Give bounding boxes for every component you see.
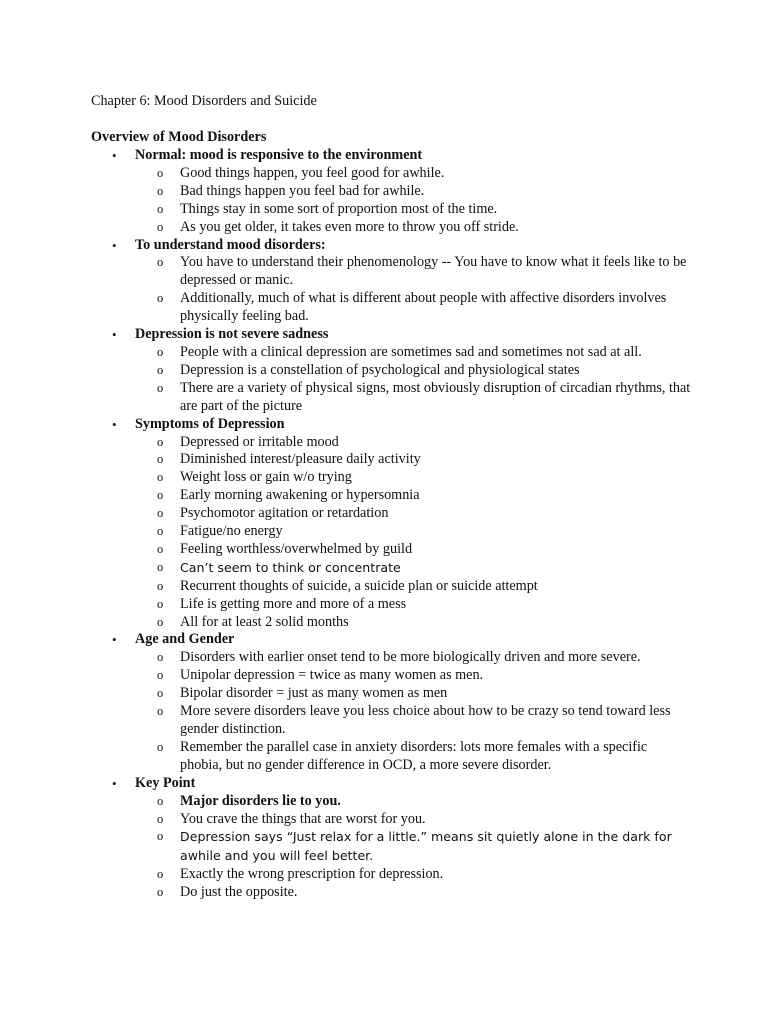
section-heading: Symptoms of Depression [135, 415, 285, 432]
list-item: o Feeling worthless/overwhelmed by guild [157, 540, 413, 557]
bullet-dot: • [112, 148, 117, 163]
list-item: o Early morning awakening or hypersomnia [157, 487, 420, 504]
section-title-overview: Overview of Mood Disorders [91, 129, 267, 145]
list-item: o Additionally, much of what is different about people with affective disorders involves physically feeling bad. [157, 290, 667, 325]
list-item: o Exactly the wrong prescription for depression. [157, 866, 444, 883]
outline-section-depression-not-sadness [91, 326, 691, 416]
list-item: o Fatigue/no energy [157, 523, 283, 540]
list-item: o Depression is a constellation of psychological and physiological states [157, 361, 580, 378]
list-item: o Psychomotor agitation or retardation [157, 505, 389, 522]
section-heading: Age and Gender [135, 631, 235, 648]
list-item: o Bad things happen you feel bad for awhile. [157, 182, 425, 199]
outline-section-normal-mood [91, 147, 691, 237]
list-item: o Recurrent thoughts of suicide, a suicide plan or suicide attempt [157, 577, 538, 594]
list-item: o More severe disorders leave you less choice about how to be crazy so tend toward less gender distinction. [157, 703, 671, 737]
bullet-dot: • [112, 237, 117, 253]
list-item: o There are a variety of physical signs, most obviously disruption of circadian rhythms, that are part of the picture [157, 379, 691, 414]
outline-section-symptoms [91, 416, 691, 632]
list-item: o Disorders with earlier onset tend to be more biologically driven and more severe. [157, 649, 641, 666]
list-item: o You crave the things that are worst for you. [157, 810, 426, 827]
list-item: o Major disorders lie to you. [157, 792, 341, 809]
list-item: o Weight loss or gain w/o trying [157, 469, 352, 486]
list-item: o Can’t seem to think or concentrate [157, 559, 401, 575]
section-heading: Normal: mood is responsive to the environment [135, 147, 423, 163]
list-item: o Remember the parallel case in anxiety disorders: lots more females with a specific phobia, but no gender difference in OCD, a more severe disorder. [157, 738, 648, 773]
list-item: o Life is getting more and more of a mess [157, 595, 407, 612]
list-item: o People with a clinical depression are sometimes sad and sometimes not sad at all. [157, 343, 642, 360]
bullet-dot: • [112, 632, 117, 648]
section-heading: Key Point [135, 774, 196, 791]
bullet-dot: • [112, 327, 117, 343]
list-item: o Do just the opposite. [157, 884, 298, 901]
list-item: o All for at least 2 solid months [157, 613, 349, 630]
list-item: o Depression says “Just relax for a little.” means sit quietly alone in the dark for awhile and you will feel better. [157, 829, 672, 864]
list-item: o Depressed or irritable mood [157, 433, 339, 450]
list-item: o Diminished interest/pleasure daily activity [157, 451, 421, 468]
list-item: o Bipolar disorder = just as many women as men [157, 685, 448, 702]
section-heading: To understand mood disorders: [135, 236, 326, 253]
outline [91, 147, 691, 902]
list-item: o Unipolar depression = twice as many women as men. [157, 667, 484, 684]
outline-section-understand [91, 237, 691, 327]
list-item: o As you get older, it takes even more to throw you off stride. [157, 218, 519, 235]
list-item: o You have to understand their phenomenology -- You have to know what it feels like to be depressed or manic. [157, 254, 687, 289]
bullet-dot: • [112, 416, 117, 432]
section-heading: Depression is not severe sadness [135, 326, 329, 343]
bullet-dot: • [112, 775, 117, 791]
list-item: o Good things happen, you feel good for awhile. [157, 164, 445, 181]
outline-section-age-gender [91, 631, 691, 774]
outline-section-key-point [91, 775, 691, 902]
chapter-title: Chapter 6: Mood Disorders and Suicide [91, 93, 317, 109]
list-item: o Things stay in some sort of proportion most of the time. [157, 200, 498, 217]
